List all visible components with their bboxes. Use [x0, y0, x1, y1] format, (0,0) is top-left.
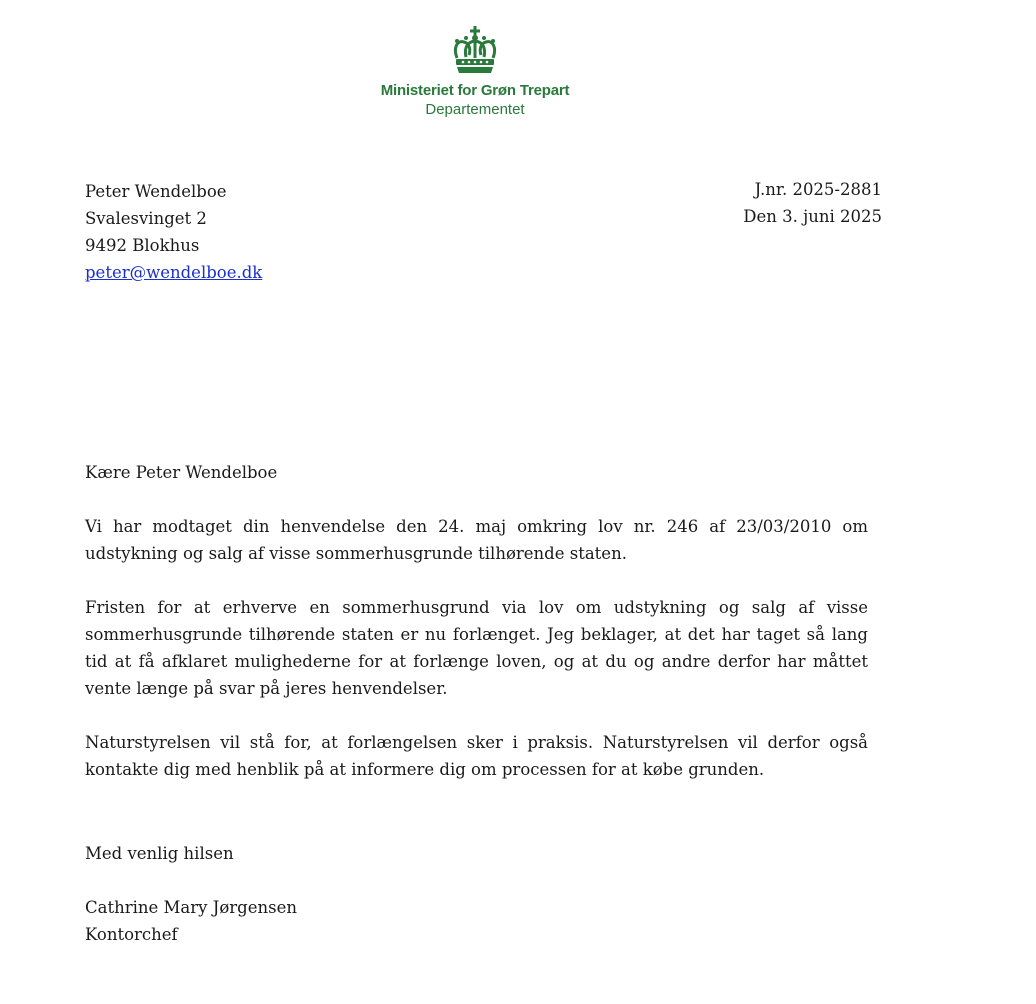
ministry-name: Ministeriet for Grøn Trepart	[380, 82, 570, 99]
recipient-email-link[interactable]: peter@wendelboe.dk	[85, 263, 263, 282]
greeting: Kære Peter Wendelboe	[85, 463, 278, 482]
letterhead	[0, 22, 950, 118]
recipient-street: Svalesvinget 2	[85, 209, 207, 228]
closing-phrase: Med venlig hilsen	[85, 844, 234, 863]
paragraph-2: Fristen for at erhverve en sommerhusgrund via lov om udstykning og salg af visse sommerhusgrunde tilhørende staten er nu forlænget. Jeg beklager, at det har taget så lang tid at få afklaret mulighederne for at forlænge loven, og at du og andre derfor har måttet vente længe på svar på jeres henvendelser.	[85, 598, 868, 698]
paragraph-3: Naturstyrelsen vil stå for, at forlængelsen sker i praksis. Naturstyrelsen vil derfor også kontakte dig med henblik på at informere dig om processen for at købe grunden.	[85, 733, 868, 779]
signer-title: Kontorchef	[85, 925, 178, 944]
signature-block	[85, 840, 297, 948]
recipient-name: Peter Wendelboe	[85, 182, 227, 201]
crown-icon	[447, 22, 503, 78]
paragraph-1: Vi har modtaget din henvendelse den 24. maj omkring lov nr. 246 af 23/03/2010 om udstykning og salg af visse sommerhusgrunde tilhørende staten.	[85, 517, 868, 563]
journal-number: J.nr. 2025-2881	[754, 180, 882, 199]
letter-body	[85, 459, 868, 810]
recipient-address	[85, 178, 262, 286]
reference-block	[730, 176, 882, 230]
letter-date: Den 3. juni 2025	[743, 207, 882, 226]
signer-name: Cathrine Mary Jørgensen	[85, 898, 297, 917]
department-name: Departementet	[425, 101, 525, 118]
recipient-city: 9492 Blokhus	[85, 236, 200, 255]
